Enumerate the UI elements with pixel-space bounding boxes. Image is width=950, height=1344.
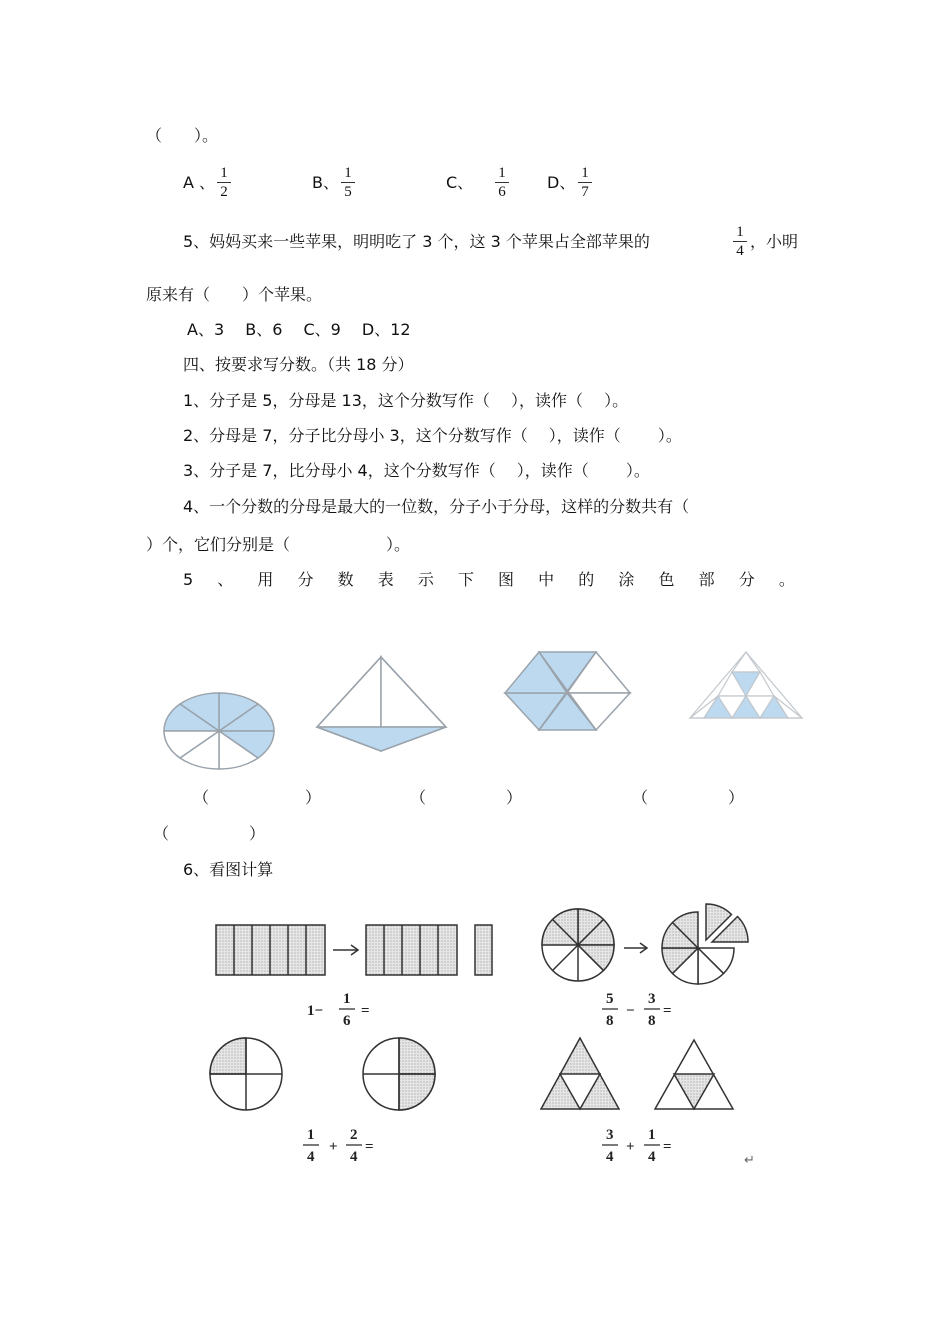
triangle-grid-shape [690, 652, 802, 718]
blank-3: （ ） [632, 788, 745, 807]
svg-text:2: 2 [350, 1127, 358, 1143]
s4-q4-line1: 4、一个分数的分母是最大的一位数，分子小于分母，这样的分数共有（ [183, 497, 690, 516]
svg-text:=: = [361, 1003, 370, 1019]
char: 色 [658, 570, 675, 589]
svg-text:1−: 1− [307, 1003, 324, 1019]
triangle-four-parts [541, 1038, 619, 1109]
char: 分 [738, 570, 755, 589]
q5-options: A、3 B、6 C、9 D、12 [187, 320, 411, 339]
svg-text:4: 4 [307, 1149, 315, 1165]
triangle-four-parts-2 [655, 1040, 733, 1109]
s4-q2: 2、分母是 7，分子比分母小 3，这个分数写作（ ），读作（ ）。 [183, 426, 682, 445]
svg-text:8: 8 [648, 1013, 656, 1029]
equation-4 [602, 1127, 672, 1165]
char: 分 [297, 570, 314, 589]
blank-4: （ ） [153, 824, 266, 843]
svg-text:1: 1 [343, 991, 351, 1007]
s4-q1: 1、分子是 5，分母是 13，这个分数写作（ ），读作（ ）。 [183, 391, 629, 410]
hexagon-shape [505, 652, 630, 730]
svg-text:+: + [329, 1139, 338, 1155]
char: 5 [183, 570, 194, 589]
char: 用 [257, 570, 274, 589]
q5-text-after: ，小明 [750, 232, 799, 251]
char: 图 [498, 570, 515, 589]
return-mark-icon: ↵ [744, 1153, 755, 1168]
option-fraction: 1 2 [217, 165, 231, 200]
s4-q3: 3、分子是 7，比分母小 4，这个分数写作（ ），读作（ ）。 [183, 461, 650, 480]
circle-eight-parts [542, 909, 614, 981]
char: 、 [217, 570, 234, 589]
q5-line2: 原来有（ ）个苹果。 [146, 285, 323, 304]
svg-text:4: 4 [350, 1149, 358, 1165]
svg-text:5: 5 [606, 991, 614, 1007]
svg-text:−: − [626, 1003, 635, 1019]
bar-five-parts [366, 925, 492, 975]
svg-text:4: 4 [648, 1149, 656, 1165]
prev-question-tail: （ ）。 [146, 126, 219, 145]
arrow-icon [624, 943, 647, 953]
svg-text:3: 3 [648, 991, 656, 1007]
svg-text:=: = [663, 1003, 672, 1019]
q5-fraction: 1 4 [733, 224, 747, 259]
svg-text:8: 8 [606, 1013, 614, 1029]
svg-text:4: 4 [606, 1149, 614, 1165]
blank-2: （ ） [410, 788, 523, 807]
svg-text:=: = [663, 1139, 672, 1155]
shaded-shapes-figure [0, 640, 950, 750]
bar-six-parts [216, 925, 325, 975]
char: 的 [578, 570, 595, 589]
svg-text:=: = [365, 1139, 374, 1155]
equation-3 [303, 1127, 374, 1165]
option-fraction: 1 6 [495, 165, 509, 200]
blank-1: （ ） [193, 788, 322, 807]
svg-text:6: 6 [343, 1013, 351, 1029]
triangle-shape [317, 657, 446, 751]
option-label: B、 [312, 173, 339, 192]
svg-text:1: 1 [648, 1127, 656, 1143]
arrow-icon [333, 945, 358, 955]
option-fraction: 1 7 [578, 165, 592, 200]
svg-text:+: + [626, 1139, 635, 1155]
svg-text:1: 1 [307, 1127, 315, 1143]
option-label: A 、 [183, 173, 216, 192]
svg-text:3: 3 [606, 1127, 614, 1143]
option-label: D、 [547, 173, 576, 192]
option-fraction: 1 5 [341, 165, 355, 200]
s4-q6: 6、看图计算 [183, 860, 274, 879]
circle-four-parts [210, 1038, 282, 1110]
equation-1 [307, 991, 370, 1029]
q5-text: 5、妈妈买来一些苹果，明明吃了 3 个，这 3 个苹果占全部苹果的 [183, 232, 650, 251]
section-heading: 四、按要求写分数。（共 18 分） [183, 355, 414, 374]
option-label: C、 [446, 173, 474, 192]
char: 部 [698, 570, 715, 589]
ellipse-shape [164, 693, 274, 769]
circle-four-parts-shaded [363, 1038, 435, 1110]
char: 涂 [618, 570, 635, 589]
equation-2 [602, 991, 672, 1029]
char: 中 [538, 570, 555, 589]
char: 示 [417, 570, 434, 589]
char: 数 [337, 570, 354, 589]
s4-q4-line2: ）个，它们分别是（ ）。 [146, 535, 411, 554]
char: 。 [778, 570, 795, 589]
s4-q5-text [183, 570, 795, 590]
calc-figures [0, 910, 950, 1190]
circle-eight-parts-cut [662, 904, 748, 984]
char: 下 [457, 570, 474, 589]
char: 表 [377, 570, 394, 589]
